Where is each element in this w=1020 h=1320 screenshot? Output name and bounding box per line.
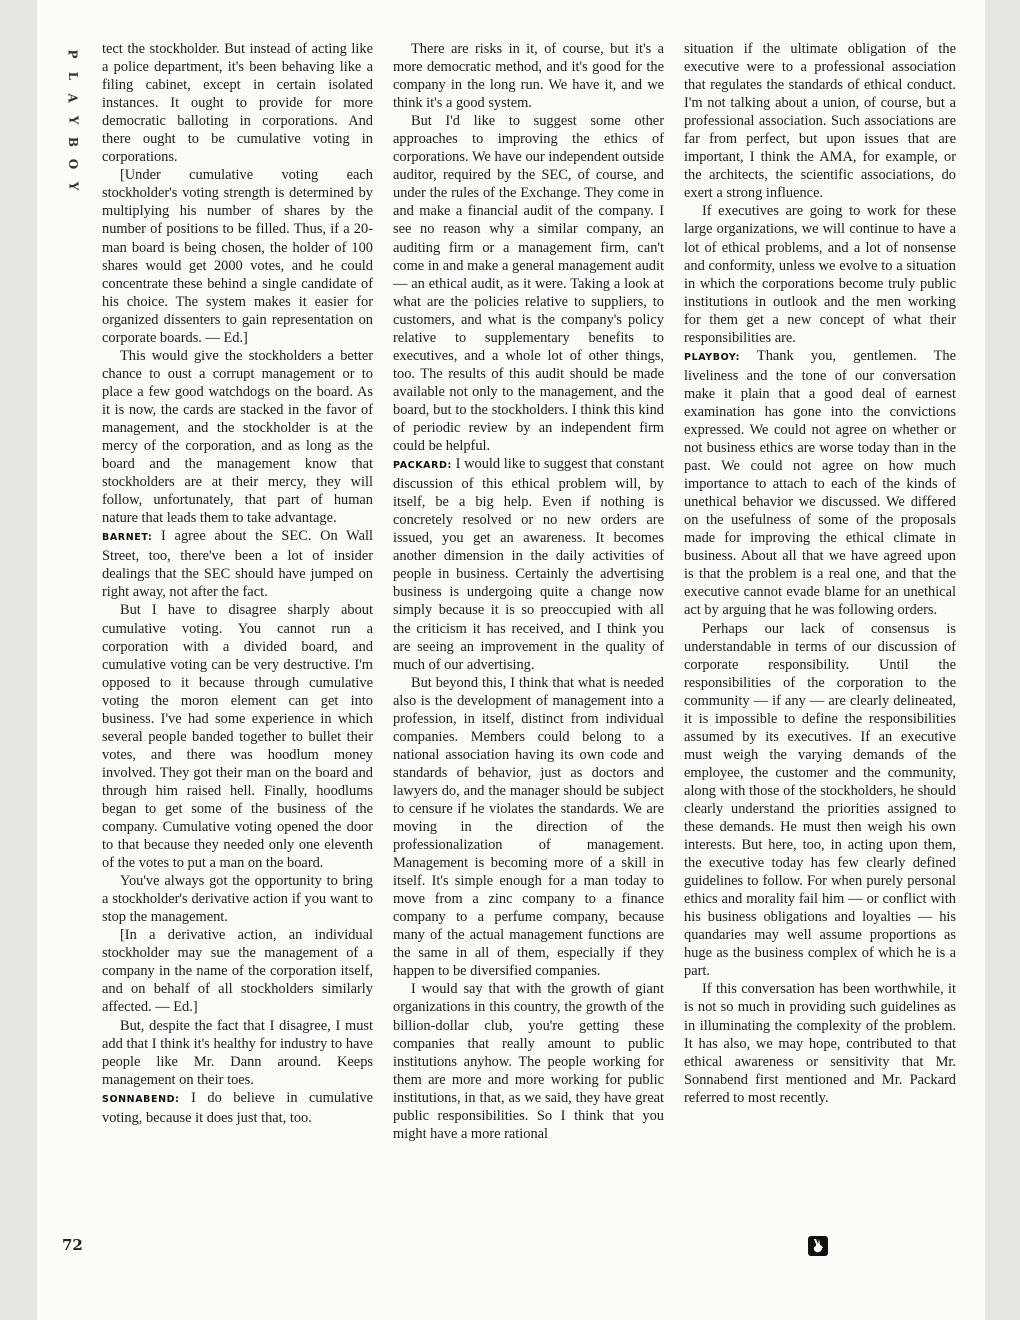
paragraph <box>684 980 956 1106</box>
text-column-2 <box>393 40 664 1143</box>
speaker-label: PLAYBOY: <box>684 351 740 363</box>
paragraph <box>684 202 956 346</box>
paragraph-text: I do believe in cumulative voting, because it does just that, too. <box>102 1089 373 1126</box>
playboy-rabbit-icon <box>808 1236 828 1256</box>
paragraph <box>684 40 956 202</box>
paragraph-text: tect the stockholder. But instead of acting like a police department, it's been behaving like a filing cabinet, except in certain isolated instances. It ought to provide for more democratic balloting in corporations. And there ought to be cumulative voting in corporations. <box>102 41 373 166</box>
paragraph-text: You've always got the opportunity to bring a stockholder's derivative action if you want to stop the management. <box>102 873 373 926</box>
paragraph <box>393 980 664 1142</box>
paragraph-text: This would give the stockholders a better chance to oust a corrupt management or to place a few good watchdogs on the board. As it is now, the cards are stacked in the favor of management, and the stockholder is at the mercy of the corporation, and as long as the board and the management know that stockholders are at their mercy, they will follow, unfortunately, that part of human nature that leads them to take advantage. <box>102 347 373 527</box>
paragraph-text: If executives are going to work for these large organizations, we will continue to have a lot of ethical problems, and a lot of nonsense and conformity, unless we evolve to a situation in which the corporations become truly public institutions in outlook and the men working for them get a new concept of what their responsibilities are. <box>684 203 956 346</box>
speaker-paragraph <box>393 455 664 674</box>
speaker-label: BARNET: <box>102 532 153 544</box>
paragraph <box>102 347 373 527</box>
speaker-label: SONNABEND: <box>102 1093 180 1105</box>
text-column-3 <box>684 40 956 1107</box>
page-number: 72 <box>62 1236 83 1254</box>
paragraph <box>102 40 373 166</box>
paragraph <box>102 926 373 1016</box>
paragraph-text: But I'd like to suggest some other approaches to improving the ethics of corporations. We have our independent outside auditor, required by the SEC, of course, and under the rules of the Exchange. They come in and make a financial audit of the company. I see no reason why a similar company, an auditing firm or a management firm, can't come in and make a general management audit — an ethical audit, as it were. Taking a look at what are the policies relative to suppliers, to customers, and what is the company's policy relative to supplementary benefits to executives, and a whole lot of other things, too. The results of this audit should be made available not only to the management, and the board, but to the stockholders. I think this kind of periodic review by an independent firm could be helpful. <box>393 113 664 455</box>
running-head-letter: Y <box>65 115 80 125</box>
text-column-1 <box>102 40 373 1127</box>
running-head-letter: A <box>66 93 80 103</box>
paragraph-text: If this conversation has been worthwhile, it is not so much in providing such guidelines as in illuminating the complexity of the problem. It has also, we may hope, contributed to that ethical awareness or sensitivity that Mr. Sonnabend first mentioned and Mr. Packard referred to most recently. <box>684 981 956 1106</box>
paragraph <box>684 620 956 981</box>
paragraph-text: I would say that with the growth of giant organizations in this country, the growth of the billion-dollar club, you're getting these companies that really amount to public institutions anyhow. The people working for them are more and more working for public institutions, in that, as we said, they have great public responsibilities. So I think that you might have a more rational <box>393 981 664 1142</box>
paragraph <box>102 872 373 926</box>
speaker-paragraph <box>102 527 373 601</box>
paragraph-text: situation if the ultimate obligation of the executive were to a professional association that regulates the standards of ethical conduct. I'm not talking about a union, of course, but a professional association. Such associations are far from perfect, but upon issues that are important, I think the AMA, for example, or the architects, the scientific associations, do exert a strong influence. <box>684 41 956 202</box>
speaker-label: PACKARD: <box>393 460 452 472</box>
paragraph <box>102 1017 373 1089</box>
running-head-letter: B <box>66 136 80 148</box>
running-head <box>60 45 86 195</box>
paragraph-text: I agree about the SEC. On Wall Street, too, there've been a lot of insider dealings that the SEC should have jumped on right away, not after the fact. <box>102 528 373 601</box>
paragraph-text: There are risks in it, of course, but it's a more democratic method, and it's good for the company in the long run. We have it, and we think it's a good system. <box>393 41 664 112</box>
paragraph-text: I would like to suggest that constant discussion of this ethical problem will, by itself, be a big help. Even if nothing is concretely resolved or no new orders are issued, you get an awareness. It becomes another dimension in the daily activities of people in business. Certainly the advertising business is undergoing quite a change now simply because it is so preoccupied with all the criticism it has received, and I think you are seeing an improvement in the quality of much of our advertising. <box>393 456 664 673</box>
running-head-letter: P <box>66 49 80 59</box>
running-head-letter: L <box>66 71 80 81</box>
paragraph <box>102 601 373 872</box>
speaker-paragraph <box>684 347 956 620</box>
paragraph-text: Thank you, gentlemen. The liveliness and the tone of our conversation make it plain that a good deal of earnest examination has gone into the convictions expressed. We could not agree on whether or not business ethics are worse today than in the past. We could not agree on how much importance to attach to each of the kinds of unethical behavior we discussed. We differed on the usefulness of some of the proposals made for improving the ethical climate in business. About all that we have agreed upon is that the problem is a real one, and that the executive cannot evade blame for an unethical act by arguing that he was following orders. <box>684 347 957 619</box>
paragraph <box>393 40 664 112</box>
paragraph-text: But, despite the fact that I disagree, I must add that I think it's healthy for industry to have people like Mr. Dann around. Keeps management on their toes. <box>102 1017 373 1088</box>
speaker-paragraph <box>102 1089 373 1127</box>
paragraph-text: But I have to disagree sharply about cumulative voting. You cannot run a corporation with a divided board, and cumulative voting can be very destructive. I'm opposed to it because through cumulative voting the moron element can get into business. I've had some experience in which several people banded together to bullet their votes, and there was hoodlum money involved. They got their man on the board and through him raised hell. Finally, hoodlums began to get some of the business of the company. Cumulative voting opened the door to that because they needed only one eleventh of the votes to put a man on the board. <box>102 602 373 872</box>
paragraph <box>393 674 664 981</box>
paragraph-text: [In a derivative action, an individual stockholder may sue the management of a company in the name of the corporation itself, and on behalf of all stockholders similarly affected. — Ed.] <box>102 927 373 1016</box>
paragraph <box>393 112 664 455</box>
paragraph-text: [Under cumulative voting each stockholder's voting strength is determined by multiplying his number of shares by the number of positions to be filled. Thus, if a 20-man board is being chosen, the holder of 100 shares would get 2000 votes, and he could concentrate these behind a single candidate of his choice. The system makes it easier for organized dissenters to gain representation on corporate boards. — Ed.] <box>102 167 373 346</box>
running-head-letter: O <box>65 158 80 170</box>
paragraph-text: Perhaps our lack of consensus is understandable in terms of our discussion of corporate responsibility. Until the responsibilities of the corporation to the community — if any — are clearly delineated, it is impossible to define the responsibilities assumed by its executives. If an executive must weigh the varying demands of the employee, the customer and the community, along with those of the stockholders, he should clearly understand the priorities assigned to these demands. He must then weigh his own interests. But here, too, in acting upon them, the executive today has few clearly defined guidelines to follow. For when purely personal ethics and morality fail him — or conflict with his business obligations and loyalties — his quandaries may well assume proportions as huge as the business complex of which he is a part. <box>684 620 956 980</box>
running-head-letter: Y <box>65 181 80 191</box>
paragraph <box>102 166 373 346</box>
paragraph-text: But beyond this, I think that what is needed also is the development of management into a profession, in itself, distinct from individual companies. Members could belong to a national association having its own code and standards of behavior, just as doctors and lawyers do, and the manager should be subject to censure if he violates the standards. We are moving in the direction of the professionalization of management. Management is becoming more of a skill in itself. It's simple enough for a man today to move from a zinc company to a finance company to a perfume company, because many of the actual management functions are the same in all of them, especially if they happen to be diversified companies. <box>393 674 664 980</box>
